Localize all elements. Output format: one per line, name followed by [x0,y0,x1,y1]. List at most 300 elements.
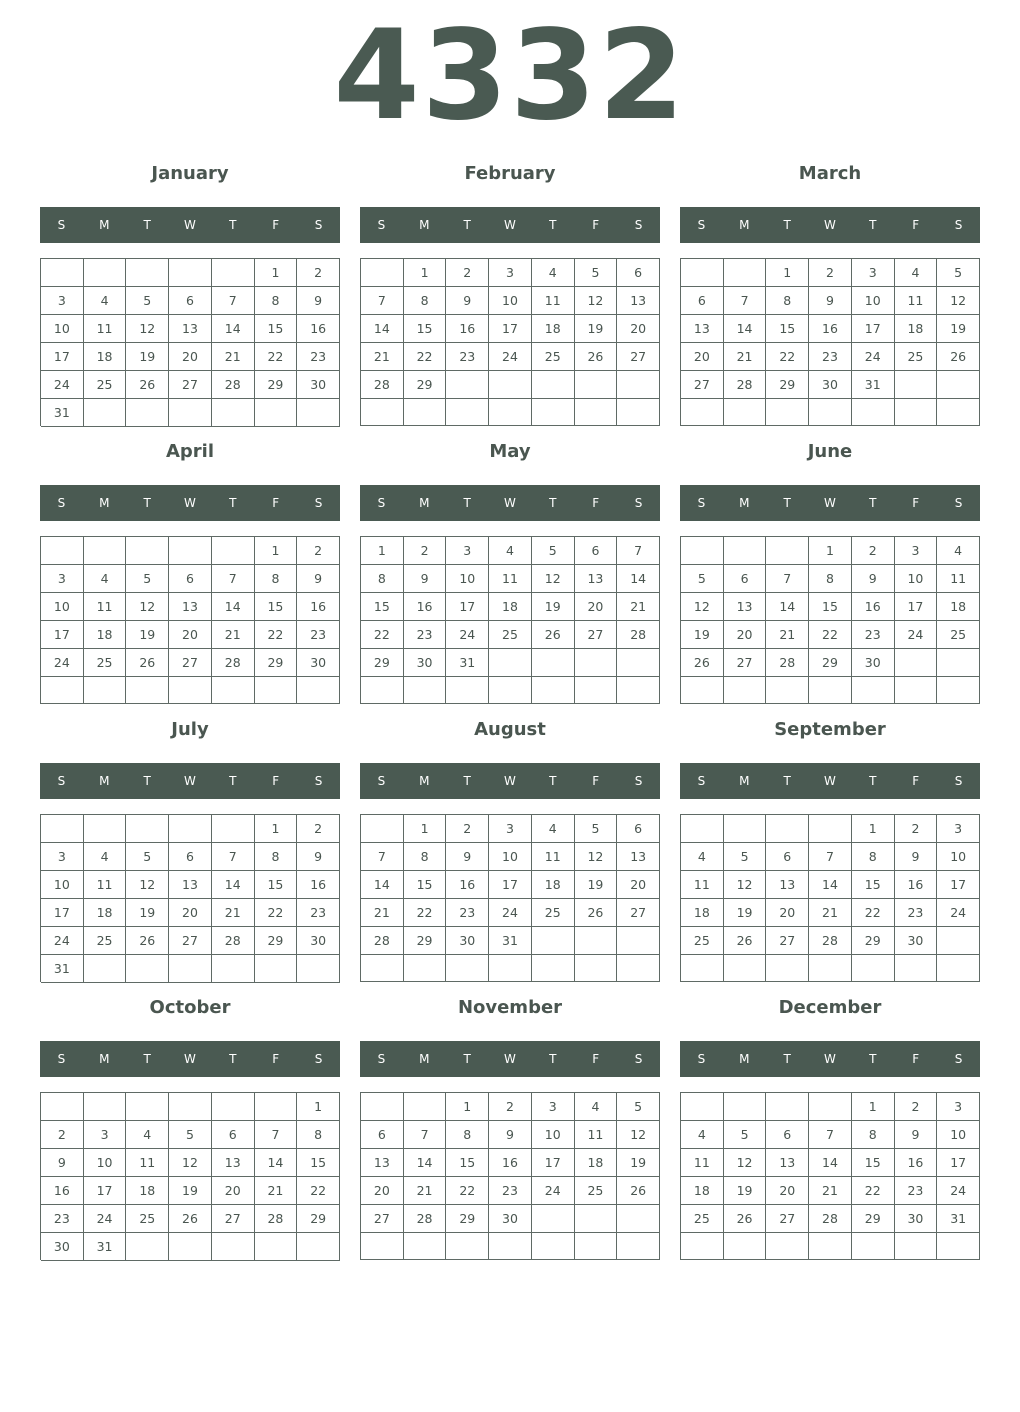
day-cell: 30 [489,1205,532,1233]
day-cell: 25 [532,899,575,927]
day-cell: 14 [766,593,809,621]
day-cell: 14 [212,593,255,621]
day-cell: 4 [84,843,127,871]
day-cell: 3 [41,287,84,315]
day-cell: 25 [681,927,724,955]
day-cell: 25 [937,621,980,649]
day-cell: 12 [126,871,169,899]
empty-day-cell [681,399,724,426]
day-cell: 25 [532,343,575,371]
weekday-label: W [184,774,196,788]
day-cell: 17 [489,871,532,899]
day-cell: 9 [809,287,852,315]
day-cell: 16 [489,1149,532,1177]
weekday-label: T [783,774,791,788]
day-cell: 2 [852,537,895,565]
weekday-label: W [504,1052,516,1066]
empty-day-cell [84,955,127,983]
empty-day-cell [809,1233,852,1260]
day-cell: 12 [937,287,980,315]
day-cell: 17 [937,871,980,899]
day-cell: 28 [766,649,809,677]
day-cell: 22 [852,899,895,927]
weekday-label: T [869,496,877,510]
weekday-label: M [419,1052,430,1066]
empty-day-cell [575,371,618,399]
month-november [360,994,660,1272]
weekday-label: F [592,1052,600,1066]
day-cell: 21 [212,621,255,649]
empty-day-cell [724,677,767,704]
day-cell: 7 [404,1121,447,1149]
weekday-label: F [912,1052,920,1066]
empty-day-cell [681,677,724,704]
day-cell: 28 [404,1205,447,1233]
day-cell: 27 [617,899,660,927]
weekday-label: S [634,218,643,232]
day-cell: 21 [361,343,404,371]
day-cell: 31 [84,1233,127,1261]
day-cell: 10 [895,565,938,593]
empty-day-cell [212,1093,255,1121]
day-cell: 28 [617,621,660,649]
day-cell: 27 [766,1205,809,1233]
day-cell: 7 [361,287,404,315]
weekday-header [680,207,980,243]
weekday-header [360,763,660,799]
day-cell: 28 [212,371,255,399]
empty-day-cell [766,955,809,982]
empty-day-cell [212,259,255,287]
weekday-label: T [229,496,237,510]
day-cell: 6 [169,287,212,315]
day-cell: 28 [361,371,404,399]
month-january [40,160,340,438]
day-cell: 30 [41,1233,84,1261]
month-name: January [151,163,229,184]
weekday-label: F [592,218,600,232]
empty-day-cell [895,649,938,677]
weekday-label: F [272,218,280,232]
day-cell: 16 [446,871,489,899]
weekday-label: F [272,774,280,788]
day-cell: 29 [404,371,447,399]
weekday-label: T [869,1052,877,1066]
empty-day-cell [724,537,767,565]
day-cell: 4 [681,1121,724,1149]
day-cell: 26 [681,649,724,677]
empty-day-cell [809,955,852,982]
empty-day-cell [212,677,255,704]
day-cell: 26 [169,1205,212,1233]
empty-day-cell [126,399,169,427]
weekday-label: W [824,496,836,510]
empty-day-cell [681,955,724,982]
weekday-label: T [783,1052,791,1066]
day-cell: 30 [895,1205,938,1233]
day-cell: 4 [489,537,532,565]
day-cell: 14 [212,871,255,899]
empty-day-cell [212,399,255,427]
weekday-label: S [954,774,963,788]
day-cell: 3 [446,537,489,565]
day-cell: 13 [617,287,660,315]
day-cell: 25 [575,1177,618,1205]
day-cell: 21 [617,593,660,621]
empty-day-cell [724,955,767,982]
day-cell: 24 [489,899,532,927]
empty-day-cell [361,1093,404,1121]
day-cell: 13 [681,315,724,343]
weekday-label: S [377,774,386,788]
month-august [360,716,660,994]
day-cell: 17 [446,593,489,621]
empty-day-cell [489,371,532,399]
weekday-header [40,763,340,799]
day-cell: 15 [852,1149,895,1177]
day-grid [360,258,660,426]
day-cell: 28 [212,927,255,955]
day-cell: 22 [255,343,298,371]
day-cell: 6 [169,565,212,593]
day-cell: 26 [532,621,575,649]
day-cell: 13 [169,593,212,621]
empty-day-cell [766,1233,809,1260]
day-cell: 5 [724,843,767,871]
day-cell: 3 [532,1093,575,1121]
day-cell: 2 [404,537,447,565]
empty-day-cell [361,955,404,982]
day-cell: 31 [446,649,489,677]
empty-day-cell [724,1233,767,1260]
day-grid [40,1092,340,1260]
weekday-label: T [463,218,471,232]
day-cell: 14 [809,871,852,899]
empty-day-cell [809,677,852,704]
day-cell: 3 [489,815,532,843]
day-cell: 22 [852,1177,895,1205]
day-cell: 20 [169,621,212,649]
day-cell: 2 [297,537,340,565]
day-cell: 17 [41,343,84,371]
empty-day-cell [809,815,852,843]
day-cell: 30 [404,649,447,677]
day-grid [40,258,340,426]
empty-day-cell [681,1233,724,1260]
day-cell: 12 [126,315,169,343]
empty-day-cell [169,955,212,983]
weekday-header [680,485,980,521]
day-cell: 17 [41,621,84,649]
empty-day-cell [895,955,938,982]
day-cell: 2 [297,259,340,287]
weekday-label: S [314,774,323,788]
empty-day-cell [575,927,618,955]
empty-day-cell [575,955,618,982]
empty-day-cell [404,677,447,704]
weekday-label: M [419,496,430,510]
day-cell: 11 [84,593,127,621]
empty-day-cell [724,259,767,287]
empty-day-cell [361,677,404,704]
weekday-label: T [549,218,557,232]
empty-day-cell [41,259,84,287]
day-cell: 7 [255,1121,298,1149]
empty-day-cell [766,677,809,704]
day-cell: 14 [404,1149,447,1177]
empty-day-cell [575,1233,618,1260]
day-cell: 21 [255,1177,298,1205]
day-cell: 24 [937,1177,980,1205]
day-cell: 6 [724,565,767,593]
day-cell: 3 [895,537,938,565]
empty-day-cell [255,1233,298,1261]
empty-day-cell [446,677,489,704]
day-grid [680,814,980,982]
day-cell: 5 [681,565,724,593]
day-cell: 14 [255,1149,298,1177]
empty-day-cell [532,927,575,955]
empty-day-cell [532,1233,575,1260]
empty-day-cell [681,537,724,565]
day-cell: 23 [297,899,340,927]
empty-day-cell [212,537,255,565]
weekday-label: T [463,774,471,788]
empty-day-cell [681,1093,724,1121]
day-cell: 8 [404,843,447,871]
day-cell: 20 [617,315,660,343]
day-cell: 6 [212,1121,255,1149]
day-cell: 18 [575,1149,618,1177]
empty-day-cell [532,399,575,426]
day-cell: 23 [446,899,489,927]
weekday-label: F [272,1052,280,1066]
day-cell: 29 [404,927,447,955]
empty-day-cell [126,955,169,983]
day-cell: 22 [404,899,447,927]
day-cell: 8 [809,565,852,593]
empty-day-cell [575,399,618,426]
weekday-label: S [57,774,66,788]
day-cell: 29 [446,1205,489,1233]
day-cell: 24 [41,649,84,677]
day-cell: 3 [41,843,84,871]
empty-day-cell [126,259,169,287]
day-cell: 23 [297,343,340,371]
day-cell: 18 [84,343,127,371]
day-cell: 8 [852,1121,895,1149]
day-cell: 23 [41,1205,84,1233]
day-cell: 11 [126,1149,169,1177]
day-cell: 17 [41,899,84,927]
day-cell: 31 [489,927,532,955]
weekday-label: T [229,774,237,788]
day-cell: 11 [895,287,938,315]
day-cell: 10 [489,843,532,871]
empty-day-cell [895,399,938,426]
day-cell: 22 [766,343,809,371]
day-cell: 16 [297,871,340,899]
day-cell: 15 [255,871,298,899]
day-cell: 7 [809,843,852,871]
day-cell: 9 [446,287,489,315]
day-cell: 1 [766,259,809,287]
weekday-header [40,1041,340,1077]
day-cell: 5 [126,565,169,593]
day-cell: 29 [255,371,298,399]
weekday-header [680,1041,980,1077]
day-cell: 21 [724,343,767,371]
empty-day-cell [766,399,809,426]
weekday-label: T [143,1052,151,1066]
weekday-label: S [314,496,323,510]
day-cell: 9 [297,843,340,871]
empty-day-cell [255,1093,298,1121]
day-cell: 27 [766,927,809,955]
day-cell: 27 [575,621,618,649]
day-cell: 19 [126,899,169,927]
weekday-header [360,485,660,521]
empty-day-cell [404,955,447,982]
day-cell: 9 [446,843,489,871]
empty-day-cell [361,1233,404,1260]
empty-day-cell [852,955,895,982]
weekday-label: M [419,774,430,788]
day-cell: 17 [489,315,532,343]
weekday-label: F [912,496,920,510]
day-cell: 3 [937,1093,980,1121]
empty-day-cell [169,399,212,427]
empty-day-cell [809,399,852,426]
day-cell: 26 [126,649,169,677]
day-cell: 14 [361,315,404,343]
day-cell: 7 [212,287,255,315]
empty-day-cell [255,955,298,983]
day-cell: 22 [809,621,852,649]
day-cell: 24 [446,621,489,649]
day-grid [40,814,340,982]
day-cell: 24 [895,621,938,649]
day-cell: 29 [766,371,809,399]
month-may [360,438,660,716]
weekday-label: T [783,496,791,510]
empty-day-cell [895,371,938,399]
day-cell: 18 [895,315,938,343]
weekday-label: W [824,1052,836,1066]
empty-day-cell [617,371,660,399]
day-cell: 13 [575,565,618,593]
day-cell: 17 [895,593,938,621]
month-name: February [464,163,556,184]
weekday-label: F [592,496,600,510]
empty-day-cell [446,371,489,399]
day-cell: 10 [937,843,980,871]
empty-day-cell [489,955,532,982]
day-cell: 21 [212,343,255,371]
day-cell: 10 [489,287,532,315]
weekday-label: M [99,774,110,788]
day-cell: 27 [681,371,724,399]
day-cell: 13 [169,315,212,343]
day-cell: 13 [617,843,660,871]
day-cell: 16 [297,315,340,343]
day-cell: 29 [255,927,298,955]
day-cell: 19 [724,899,767,927]
year-title: 4332 [333,4,687,148]
empty-day-cell [255,399,298,427]
day-cell: 26 [575,899,618,927]
month-february [360,160,660,438]
empty-day-cell [126,677,169,704]
day-cell: 20 [169,343,212,371]
day-cell: 14 [617,565,660,593]
weekday-label: W [504,218,516,232]
day-cell: 30 [852,649,895,677]
day-cell: 16 [297,593,340,621]
empty-day-cell [532,1205,575,1233]
day-cell: 3 [937,815,980,843]
day-grid [360,1092,660,1260]
day-cell: 18 [126,1177,169,1205]
day-cell: 27 [724,649,767,677]
day-cell: 11 [575,1121,618,1149]
day-cell: 6 [575,537,618,565]
day-cell: 12 [575,843,618,871]
day-cell: 13 [212,1149,255,1177]
day-cell: 2 [895,815,938,843]
weekday-label: M [739,1052,750,1066]
month-name: May [489,441,531,462]
day-cell: 10 [41,315,84,343]
day-cell: 26 [126,927,169,955]
day-cell: 19 [532,593,575,621]
weekday-label: S [697,774,706,788]
day-cell: 26 [617,1177,660,1205]
weekday-label: S [634,1052,643,1066]
day-cell: 28 [809,927,852,955]
day-cell: 15 [255,593,298,621]
day-cell: 6 [169,843,212,871]
weekday-label: F [592,774,600,788]
empty-day-cell [532,371,575,399]
day-cell: 4 [84,287,127,315]
empty-day-cell [852,399,895,426]
day-cell: 15 [766,315,809,343]
day-cell: 21 [404,1177,447,1205]
day-cell: 27 [169,649,212,677]
weekday-label: T [463,1052,471,1066]
weekday-label: T [143,774,151,788]
empty-day-cell [532,955,575,982]
empty-day-cell [617,1205,660,1233]
day-cell: 9 [895,843,938,871]
day-cell: 5 [724,1121,767,1149]
day-cell: 8 [446,1121,489,1149]
day-cell: 10 [937,1121,980,1149]
day-grid [680,536,980,704]
day-cell: 9 [489,1121,532,1149]
month-name: September [774,719,886,740]
day-cell: 19 [937,315,980,343]
day-cell: 8 [361,565,404,593]
empty-day-cell [126,1093,169,1121]
day-cell: 23 [297,621,340,649]
month-october [40,994,340,1272]
day-grid [680,1092,980,1260]
day-cell: 16 [404,593,447,621]
day-cell: 29 [852,927,895,955]
month-april [40,438,340,716]
